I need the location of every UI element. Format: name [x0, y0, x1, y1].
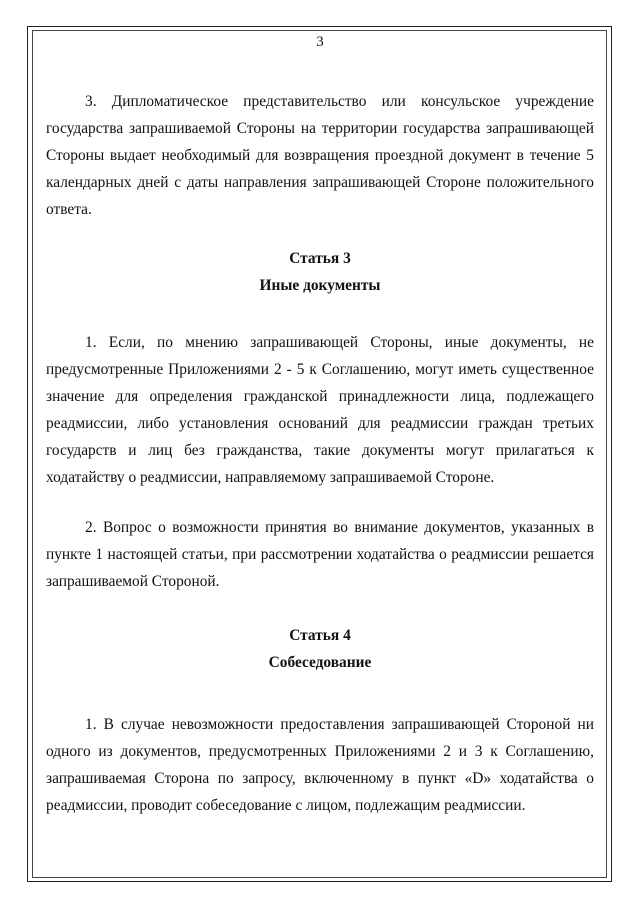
paragraph-article3-item1: 1. Если, по мнению запрашивающей Стороны, иные документы, не предусмотренные Приложениями 2 - 5 к Соглашению, могут иметь существенное значение для определения гражданской принадлежности лица, подлежащего реадмиссии, либо установления оснований для реадмиссии граждан третьих государств и лиц без гражданства, такие документы могут прилагаться к ходатайству о реадмиссии, направляемому запрашиваемой Стороне.: [46, 334, 594, 486]
article3-number: Статья 3: [289, 250, 351, 267]
page-number: 3: [316, 34, 324, 50]
article4-number: Статья 4: [289, 627, 351, 644]
article3-title: Иные документы: [259, 277, 381, 294]
article4-title: Собеседование: [268, 654, 372, 671]
paragraph-article4-item1: 1. В случае невозможности предоставления запрашивающей Стороной ни одного из документов, предусмотренных Приложениями 2 и 3 к Соглашению, запрашиваемая Сторона по запросу, включенному в пункт «D» ходатайства о реадмиссии, проводит собеседование с лицом, подлежащим реадмиссии.: [46, 716, 594, 814]
paragraph-article3-item2: 2. Вопрос о возможности принятия во внимание документов, указанных в пункте 1 настоящей статьи, при рассмотрении ходатайства о реадмиссии решается запрашиваемой Стороной.: [46, 519, 594, 590]
paragraph-article2-item3: 3. Дипломатическое представительство или консульское учреждение государства запрашиваемой Стороны на территории государства запрашивающей Стороны выдает необходимый для возвращения проездной документ в течение 5 календарных дней с даты направления запрашивающей Стороне положительного ответа.: [46, 93, 594, 218]
